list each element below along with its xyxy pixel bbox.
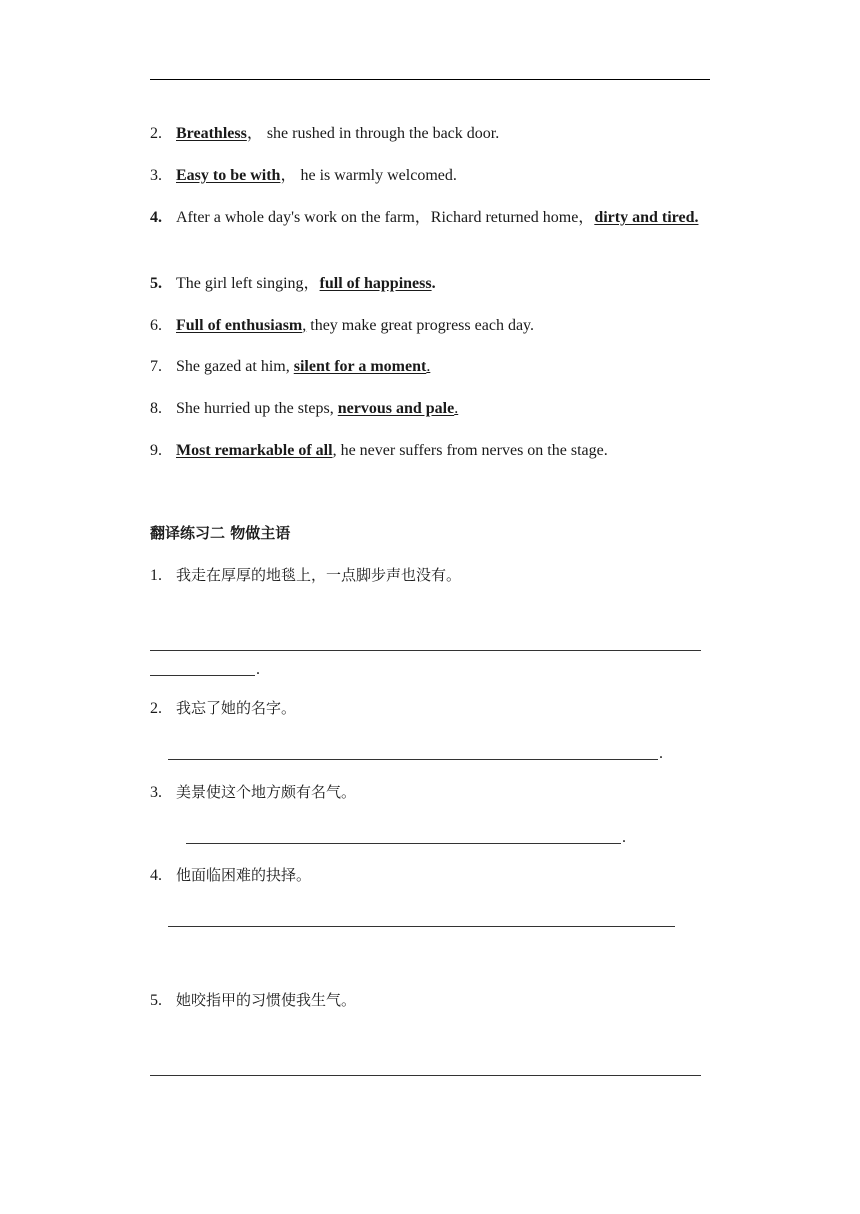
sentence-lead: After a whole day's work on the farm，Richard returned home， xyxy=(176,209,595,226)
item-number: 6. xyxy=(150,317,162,334)
answer-blank-1a[interactable] xyxy=(150,650,701,651)
translation-prompt: 我忘了她的名字。 xyxy=(176,699,297,717)
item-number: 2. xyxy=(150,125,162,142)
sentence-lead: She hurried up the steps, xyxy=(176,400,338,417)
answer-text: dirty and tired. xyxy=(594,209,699,226)
sentence-rest: she rushed in through the back door. xyxy=(262,125,500,142)
sentence-4 xyxy=(150,205,710,230)
translation-prompt: 我走在厚厚的地毯上，一点脚步声也没有。 xyxy=(176,566,462,584)
sentence-5 xyxy=(150,271,710,296)
translation-prompt: 她咬指甲的习惯使我生气。 xyxy=(176,991,357,1009)
sentence-6 xyxy=(150,313,710,338)
translation-item-5 xyxy=(150,988,710,1013)
answer-blank-3[interactable] xyxy=(186,843,621,844)
answer-text: full of happiness xyxy=(319,275,432,292)
blank-end-punct: . xyxy=(659,745,663,762)
header-rule xyxy=(150,79,710,80)
sentence-3 xyxy=(150,163,710,188)
sentence-8 xyxy=(150,396,710,421)
sentence-rest: , he never suffers from nerves on the stage. xyxy=(332,442,608,459)
item-number: 3. xyxy=(150,784,162,801)
sentence-tail: . xyxy=(431,275,436,292)
sentence-2 xyxy=(150,121,710,146)
blank-end-punct: . xyxy=(256,661,260,678)
sentence-9 xyxy=(150,438,710,463)
answer-text: Easy to be with xyxy=(176,167,281,184)
translation-item-2 xyxy=(150,696,710,721)
answer-blank-4[interactable] xyxy=(168,926,675,927)
translation-item-1 xyxy=(150,563,710,588)
item-number: 1. xyxy=(150,567,162,584)
separator: ， xyxy=(280,167,297,184)
answer-text: Most remarkable of all xyxy=(176,442,333,459)
sentence-7 xyxy=(150,354,710,379)
item-number: 7. xyxy=(150,358,162,375)
answer-blank-5[interactable] xyxy=(150,1075,701,1076)
item-number: 4. xyxy=(150,867,162,884)
answer-text: nervous and pale xyxy=(337,400,455,417)
sentence-lead: She gazed at him, xyxy=(176,358,294,375)
blank-end-punct: . xyxy=(622,829,626,846)
item-number: 4. xyxy=(150,209,162,226)
answer-text: silent for a moment xyxy=(293,358,427,375)
sentence-rest: they make great progress each day. xyxy=(306,317,534,334)
translation-item-3 xyxy=(150,780,710,805)
sentence-lead: The girl left singing， xyxy=(176,275,320,292)
answer-text: Breathless xyxy=(176,125,247,142)
item-number: 9. xyxy=(150,442,162,459)
item-number: 3. xyxy=(150,167,162,184)
item-number: 5. xyxy=(150,992,162,1009)
item-number: 5. xyxy=(150,275,162,292)
translation-prompt: 美景使这个地方颇有名气。 xyxy=(176,783,357,801)
translation-item-4 xyxy=(150,863,710,888)
translation-prompt: 他面临困难的抉择。 xyxy=(176,866,312,884)
answer-text: Full of enthusiasm xyxy=(176,317,303,334)
answer-blank-2[interactable] xyxy=(168,759,658,760)
sentence-rest: he is warmly welcomed. xyxy=(296,167,457,184)
underlined-punct: . xyxy=(426,358,431,375)
underlined-punct: , xyxy=(302,317,307,334)
underlined-punct: . xyxy=(454,400,459,417)
separator: ， xyxy=(246,125,263,142)
section-heading: 翻译练习二 物做主语 xyxy=(150,524,291,542)
answer-blank-1b[interactable] xyxy=(150,675,255,676)
item-number: 2. xyxy=(150,700,162,717)
item-number: 8. xyxy=(150,400,162,417)
